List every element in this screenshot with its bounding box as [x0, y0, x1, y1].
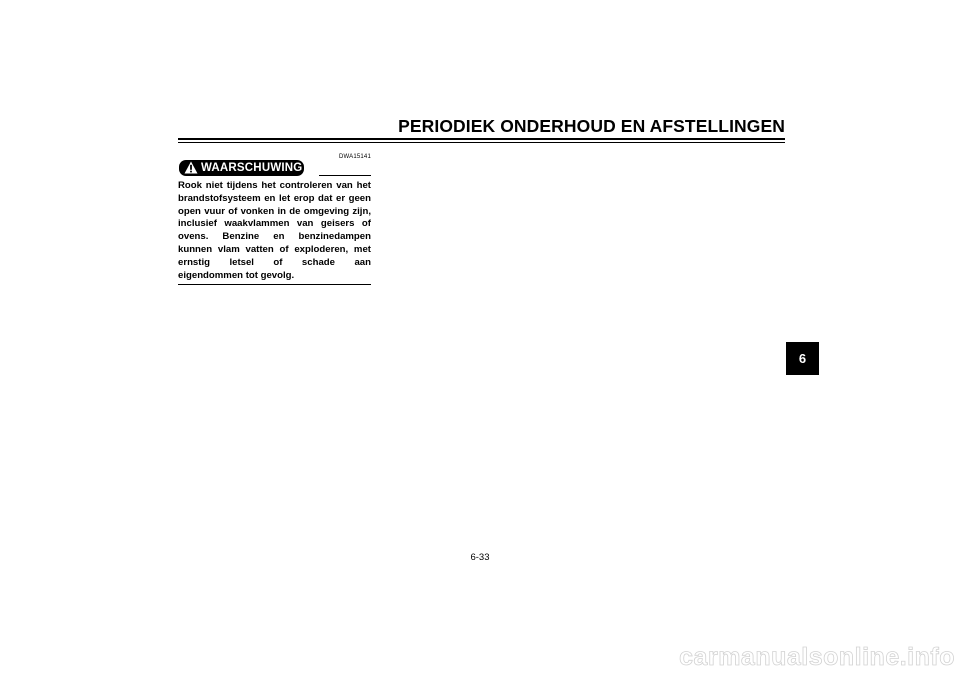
watermark: carmanualsonline.info [679, 643, 955, 671]
warning-body-text: Rook niet tijdens het controleren van het brandstofsysteem en let erop dat er geen open vuur of vonken in de omgeving zijn, inclusief waakvlammen van geisers of ovens. Benzine en benzinedampen kunnen vlam vatten of exploderen, met ernstig letsel of schade aan eigendommen tot gevolg. [178, 180, 371, 281]
page-number: 6-33 [470, 552, 490, 563]
warning-badge [179, 160, 304, 176]
warning-header-rule [319, 175, 371, 176]
warning-triangle-icon [184, 161, 198, 174]
header-rule-thin [178, 142, 785, 143]
warning-bottom-rule [178, 284, 371, 285]
header-rule-thick [178, 138, 785, 140]
page-header-title: PERIODIEK ONDERHOUD EN AFSTELLINGEN [398, 116, 785, 136]
warning-label: WAARSCHUWING [201, 162, 303, 174]
chapter-tab: 6 [786, 342, 819, 375]
warning-reference-code: DWA15141 [338, 154, 371, 160]
